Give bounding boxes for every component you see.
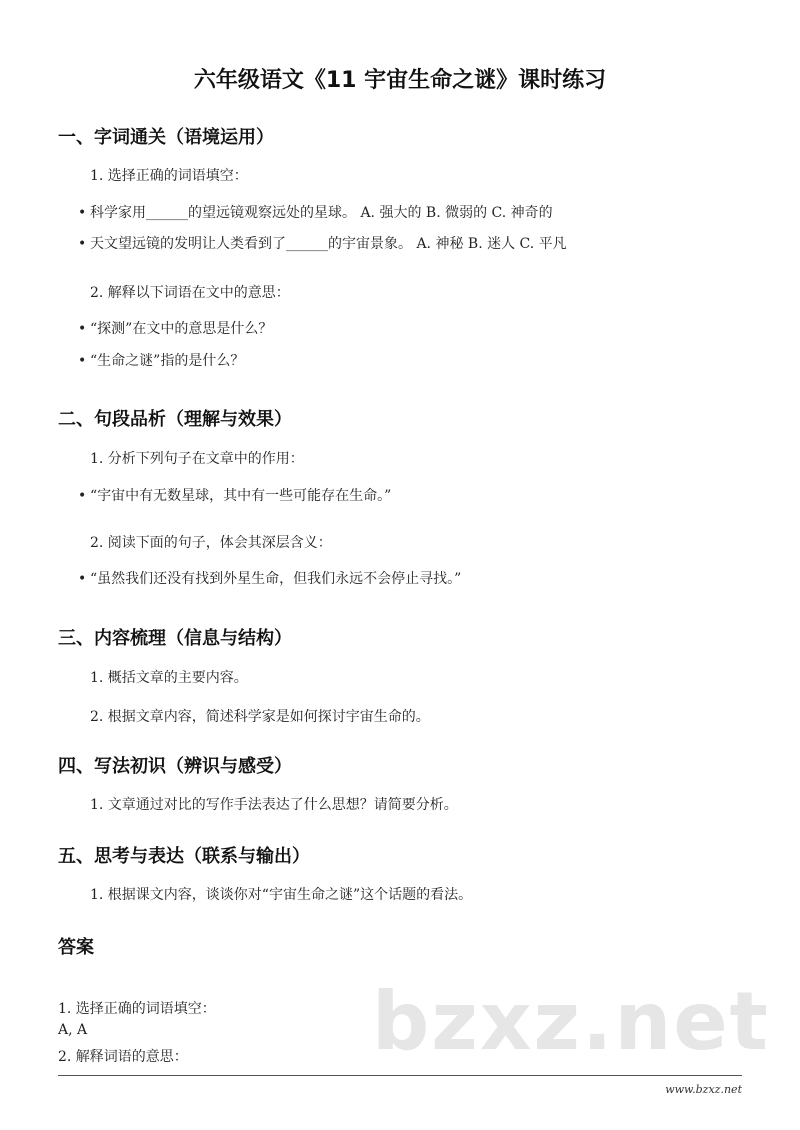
section-heading-4: 四、写法初识（辨识与感受） xyxy=(58,756,292,777)
section-heading-1: 一、字词通关（语境运用） xyxy=(58,127,274,148)
bullet-icon: • xyxy=(78,488,87,504)
bullet-item xyxy=(78,568,461,588)
bullet-text: “虽然我们还没有找到外星生命，但我们永远不会停止寻找。” xyxy=(90,571,462,587)
answers-heading: 答案 xyxy=(58,937,94,958)
bullet-item xyxy=(78,350,244,370)
question-2-2: 2. 阅读下面的句子，体会其深层含义： xyxy=(90,535,332,551)
question-3-2: 2. 根据文章内容，简述科学家是如何探讨宇宙生命的。 xyxy=(90,709,430,725)
bullet-icon: • xyxy=(78,321,87,337)
question-3-1: 1. 概括文章的主要内容。 xyxy=(90,670,248,686)
section-heading-5: 五、思考与表达（联系与输出） xyxy=(58,846,310,867)
bullet-item xyxy=(78,485,391,505)
footer-divider xyxy=(58,1075,742,1076)
bullet-text: “宇宙中有无数星球，其中有一些可能存在生命。” xyxy=(90,488,392,504)
page-title: 六年级语文《11 宇宙生命之谜》课时练习 xyxy=(193,68,607,93)
footer-url: www.bzxz.net xyxy=(665,1083,742,1096)
bullet-icon: • xyxy=(78,353,87,369)
bullet-item xyxy=(78,233,567,253)
bullet-icon: • xyxy=(78,205,87,221)
bullet-text: “探测”在文中的意思是什么？ xyxy=(90,321,273,337)
section-heading-3: 三、内容梳理（信息与结构） xyxy=(58,628,292,649)
bullet-text: “生命之谜”指的是什么？ xyxy=(90,353,245,369)
bullet-icon: • xyxy=(78,236,87,252)
answer-line-3: 2. 解释词语的意思： xyxy=(58,1049,188,1065)
watermark: bzxz.net xyxy=(372,975,770,1068)
question-4-1: 1. 文章通过对比的写作手法表达了什么思想？请简要分析。 xyxy=(90,797,458,813)
question-1-2: 2. 解释以下词语在文中的意思： xyxy=(90,285,290,301)
answer-line-1: 1. 选择正确的词语填空： xyxy=(58,1001,216,1017)
question-2-1: 1. 分析下列句子在文章中的作用： xyxy=(90,451,304,467)
bullet-item xyxy=(78,202,553,222)
bullet-item xyxy=(78,318,272,338)
question-5-1: 1. 根据课文内容，谈谈你对“宇宙生命之谜”这个话题的看法。 xyxy=(90,887,473,903)
question-1-1: 1. 选择正确的词语填空： xyxy=(90,168,248,184)
bullet-text: 科学家用______的望远镜观察远处的星球。 A. 强大的 B. 微弱的 C. 神奇的 xyxy=(90,205,553,221)
bullet-icon: • xyxy=(78,571,87,587)
section-heading-2: 二、句段品析（理解与效果） xyxy=(58,409,292,430)
answer-line-2: A, A xyxy=(58,1022,88,1038)
bullet-text: 天文望远镜的发明让人类看到了______的宇宙景象。 A. 神秘 B. 迷人 C. 平凡 xyxy=(90,236,567,252)
